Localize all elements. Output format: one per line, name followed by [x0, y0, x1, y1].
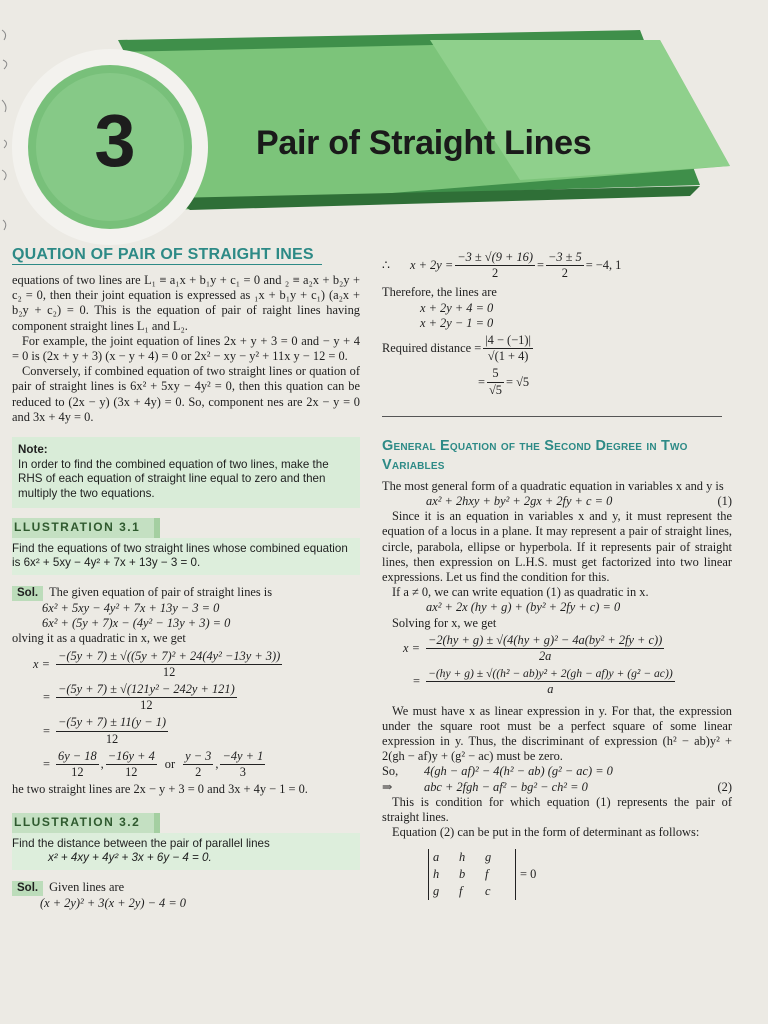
det-cell: b: [459, 866, 466, 881]
paragraph: Since it is an equation in variables x and y, it must represent the equation of a locus in a plane. It may represent a pair of straight lines, circle, parabola, ellipse or hyperbola. If it represents pair of straight lines, then expression on L.H.S. must get factorized into two linear expressions. Let us find the condition for this.: [382, 509, 732, 585]
solution-block: [12, 880, 360, 911]
chapter-title: Pair of Straight Lines: [256, 124, 592, 162]
equation-line: x + 2y + 4 = 0: [420, 300, 494, 315]
equation-line: 6x² + (5y + 7)x − (4y² − 13y + 3) = 0: [42, 616, 231, 631]
paragraph: We must have x as linear expression in y. For that, the expression under the square root must be a perfect square of some linear expression in y. Thus, the discriminant of expression (h² − ab)y² + 2(gh − af)y + (g² − ac) must be zero.: [382, 703, 732, 764]
solution-block: [12, 585, 360, 798]
note-box: [12, 437, 360, 508]
fraction-numerator: −(5y + 7) ± 11(y − 1): [56, 715, 168, 731]
chapter-number: 3: [94, 99, 136, 182]
equation-line: 6x² + 5xy − 4y² + 7x + 13y − 3 = 0: [42, 601, 220, 615]
determinant-rhs: = 0: [520, 866, 537, 881]
determinant-block: [382, 849, 732, 901]
solving-text: olving it as a quadratic in x, we get: [12, 631, 186, 646]
fraction-denominator: 12: [71, 765, 84, 780]
or-word: or: [164, 756, 176, 771]
condition-equation: abc + 2fgh − af² − bg² − ch² = 0: [424, 779, 588, 794]
fraction-denominator: 12: [162, 664, 176, 679]
note-title: Note:: [18, 443, 48, 457]
required-distance-label: Required distance =: [382, 341, 482, 356]
paragraph: If a ≠ 0, we can write equation (1) as quadratic in x.: [392, 585, 649, 600]
equation-line: = $\frac{\text{−(5y + 7) ± √(121y² − 242y + 121)}}{12}$: [43, 682, 235, 713]
fraction-denominator: 3: [239, 765, 246, 780]
fraction-numerator: −3 ± 5: [546, 250, 584, 266]
fraction-numerator: −3 ± √(9 + 16): [455, 250, 535, 266]
equation-line: ax² + 2x (hy + g) + (by² + 2fy + c) = 0: [426, 600, 621, 615]
equation-line: ∴ x + 2y = $\frac{-3 \pm √(9 + 16)}{2}$ = $\frac{-3 \pm 5}{2}$ = −4, 1: [382, 250, 622, 281]
problem-line: Find the distance between the pair of parallel lines: [12, 836, 270, 850]
fraction-numerator: −(5y + 7) ± √((5y + 7)² + 24(4y² −13y + 3)): [56, 649, 282, 665]
equation-line: = $\frac{\text{−(hy + g) ± √((h² − ab)y² + 2(gh − af)y + (g² − ac))}}{a}$: [413, 667, 673, 697]
equation-line: x = $\frac{\text{−2(hy + g) ± √(4(hy + g)² − 4a(by² + 2fy + c))}}{2a}$: [403, 632, 663, 664]
det-cell: h: [459, 849, 466, 864]
fraction-denominator: 12: [125, 765, 138, 780]
equation-line: (x + 2y)² + 3(x + 2y) − 4 = 0: [40, 896, 186, 911]
section-heading-pair-equation: QUATION OF PAIR OF STRAIGHT INES: [12, 246, 322, 265]
fraction-denominator: a: [547, 682, 554, 697]
general-equation: ax² + 2hxy + by² + 2gx + 2fy + c = 0: [426, 494, 613, 509]
paragraph-conversely: Conversely, if combined equation of two straight lines or quation of pair of straight lines is 6x² + 5xy − 4y² = 0, then this quation can be reduced to (2x − y) (3x + 4y) = 0. So, component nes are 2x − y = 0 and 3x + 4y = 0.: [12, 364, 360, 424]
equation-rhs: = −4, 1: [585, 258, 622, 273]
paragraph-intro: equations of two lines are L₁ ≡ a₁x + b₁y + c₁ = 0 and ₂ ≡ a₂x + b₂y + c₂ = 0, then their joint equation is expressed as ₁x + b₁y + c₁) (a₂x + b₂y + c₂) = 0. This is the equation of pair of raight lines having component straight lines L₁ and L₂.: [12, 273, 360, 333]
fraction-numerator: −2(hy + g) ± √(4(hy + g)² − 4a(by² + 2fy + c)): [426, 633, 664, 649]
equation-number: (1): [717, 494, 732, 509]
equation-line: = $\frac{6y - 18}{12}$ , $\frac{-16y + 4}{12}$ or $\frac{y - 3}{2}$ , $\frac{-4y + 1}{3}$: [43, 748, 264, 780]
sol-intro: The given equation of pair of straight lines is: [49, 584, 273, 599]
so-label: So,: [382, 764, 399, 779]
sol-label: Sol.: [12, 881, 43, 896]
fraction-denominator: 2: [491, 266, 499, 281]
equation-line: [382, 494, 732, 509]
det-cell: a: [433, 849, 440, 864]
det-cell: h: [433, 866, 440, 881]
right-column: [382, 248, 732, 900]
paragraph: Equation (2) can be put in the form of determinant as follows:: [392, 825, 700, 840]
fraction-denominator: 2: [561, 266, 568, 281]
fraction-denominator: 12: [105, 731, 119, 746]
fraction-numerator: −4y + 1: [220, 749, 265, 765]
fraction-denominator: √(1 + 4): [487, 349, 529, 364]
equation-lhs: x + 2y =: [410, 258, 454, 273]
fraction-numerator: −16y + 4: [106, 749, 157, 765]
margin-scribble: [0, 20, 20, 240]
fraction-denominator: 12: [140, 698, 153, 713]
paragraph: The most general form of a quadratic equation in variables x and y is: [382, 478, 724, 493]
illustration-problem: [12, 833, 360, 870]
fraction-denominator: 2: [195, 765, 202, 780]
note-text: In order to find the combined equation of two lines, make the RHS of each equation of straight line equal to zero and then multiply the two equations.: [18, 457, 329, 500]
det-cell: f: [459, 883, 463, 898]
equation-line: x + 2y − 1 = 0: [420, 315, 494, 330]
equation-line: [382, 764, 732, 779]
left-column: [12, 246, 360, 911]
equation-line: [382, 780, 732, 795]
equation-rhs: = √5: [506, 374, 530, 389]
equation-line: = $\frac{5}{√5}$ = √5: [478, 366, 530, 397]
section-divider: [382, 416, 722, 417]
fraction-denominator: 2a: [538, 649, 552, 664]
fraction-numerator: −(5y + 7) ± √(121y² − 242y + 121): [56, 682, 237, 698]
fraction-numerator: |4 − (−1)|: [483, 333, 533, 349]
fraction-numerator: y − 3: [183, 749, 213, 765]
section-heading-general-equation: General Equation of the Second Degree in Two Variables: [382, 437, 688, 473]
det-cell: f: [485, 866, 489, 881]
conclusion-text: he two straight lines are 2x − y + 3 = 0 and 3x + 4y − 1 = 0.: [12, 782, 308, 797]
det-cell: g: [433, 883, 440, 898]
sol-label: Sol.: [12, 586, 43, 601]
determinant: [428, 849, 516, 901]
illustration-problem: Find the equations of two straight lines whose combined equation is 6x² + 5xy − 4y² + 7x + 13y − 3 = 0.: [12, 538, 360, 575]
det-cell: g: [485, 849, 492, 864]
problem-line: x² + 4xy + 4y² + 3x + 6y − 4 = 0.: [48, 851, 212, 865]
illustration-label: LLUSTRATION 3.1: [12, 518, 160, 537]
equation-line: x = $\frac{\text{−(5y + 7) ± √((5y + 7)² + 24(4y² −13y + 3))}}{12}$: [33, 648, 281, 679]
fraction-numerator: 5: [487, 366, 504, 382]
paragraph: Solving for x, we get: [392, 615, 497, 630]
fraction-numerator: 6y − 18: [56, 749, 99, 765]
paragraph-example: For example, the joint equation of lines 2x + y + 3 = 0 and − y + 4 = 0 is (2x + y + 3) (x − y + 4) = 0 or 2x² − xy − y² + 11x y − 12 = 0.: [12, 333, 360, 364]
equation-body: 4(gh − af)² − 4(h² − ab) (g² − ac) = 0: [424, 764, 613, 779]
illustration-label: LLUSTRATION 3.2: [12, 813, 160, 832]
therefore-text: Therefore, the lines are: [382, 285, 497, 300]
implies-symbol: ⇒: [382, 779, 393, 794]
equation-line: = $\frac{-(5y + 7) \pm 11(y - 1)}{12}$: [43, 715, 167, 746]
paragraph: This is condition for which equation (1) represents the pair of straight lines.: [382, 794, 732, 825]
equation-number: (2): [717, 779, 732, 794]
sol-intro: Given lines are: [49, 879, 125, 894]
fraction-numerator: −(hy + g) ± √((h² − ab)y² + 2(gh − af)y + (g² − ac)): [426, 666, 675, 682]
equation-line: [382, 333, 732, 364]
det-cell: c: [485, 883, 491, 898]
fraction-denominator: √5: [489, 382, 502, 397]
therefore-symbol: ∴: [382, 258, 390, 273]
